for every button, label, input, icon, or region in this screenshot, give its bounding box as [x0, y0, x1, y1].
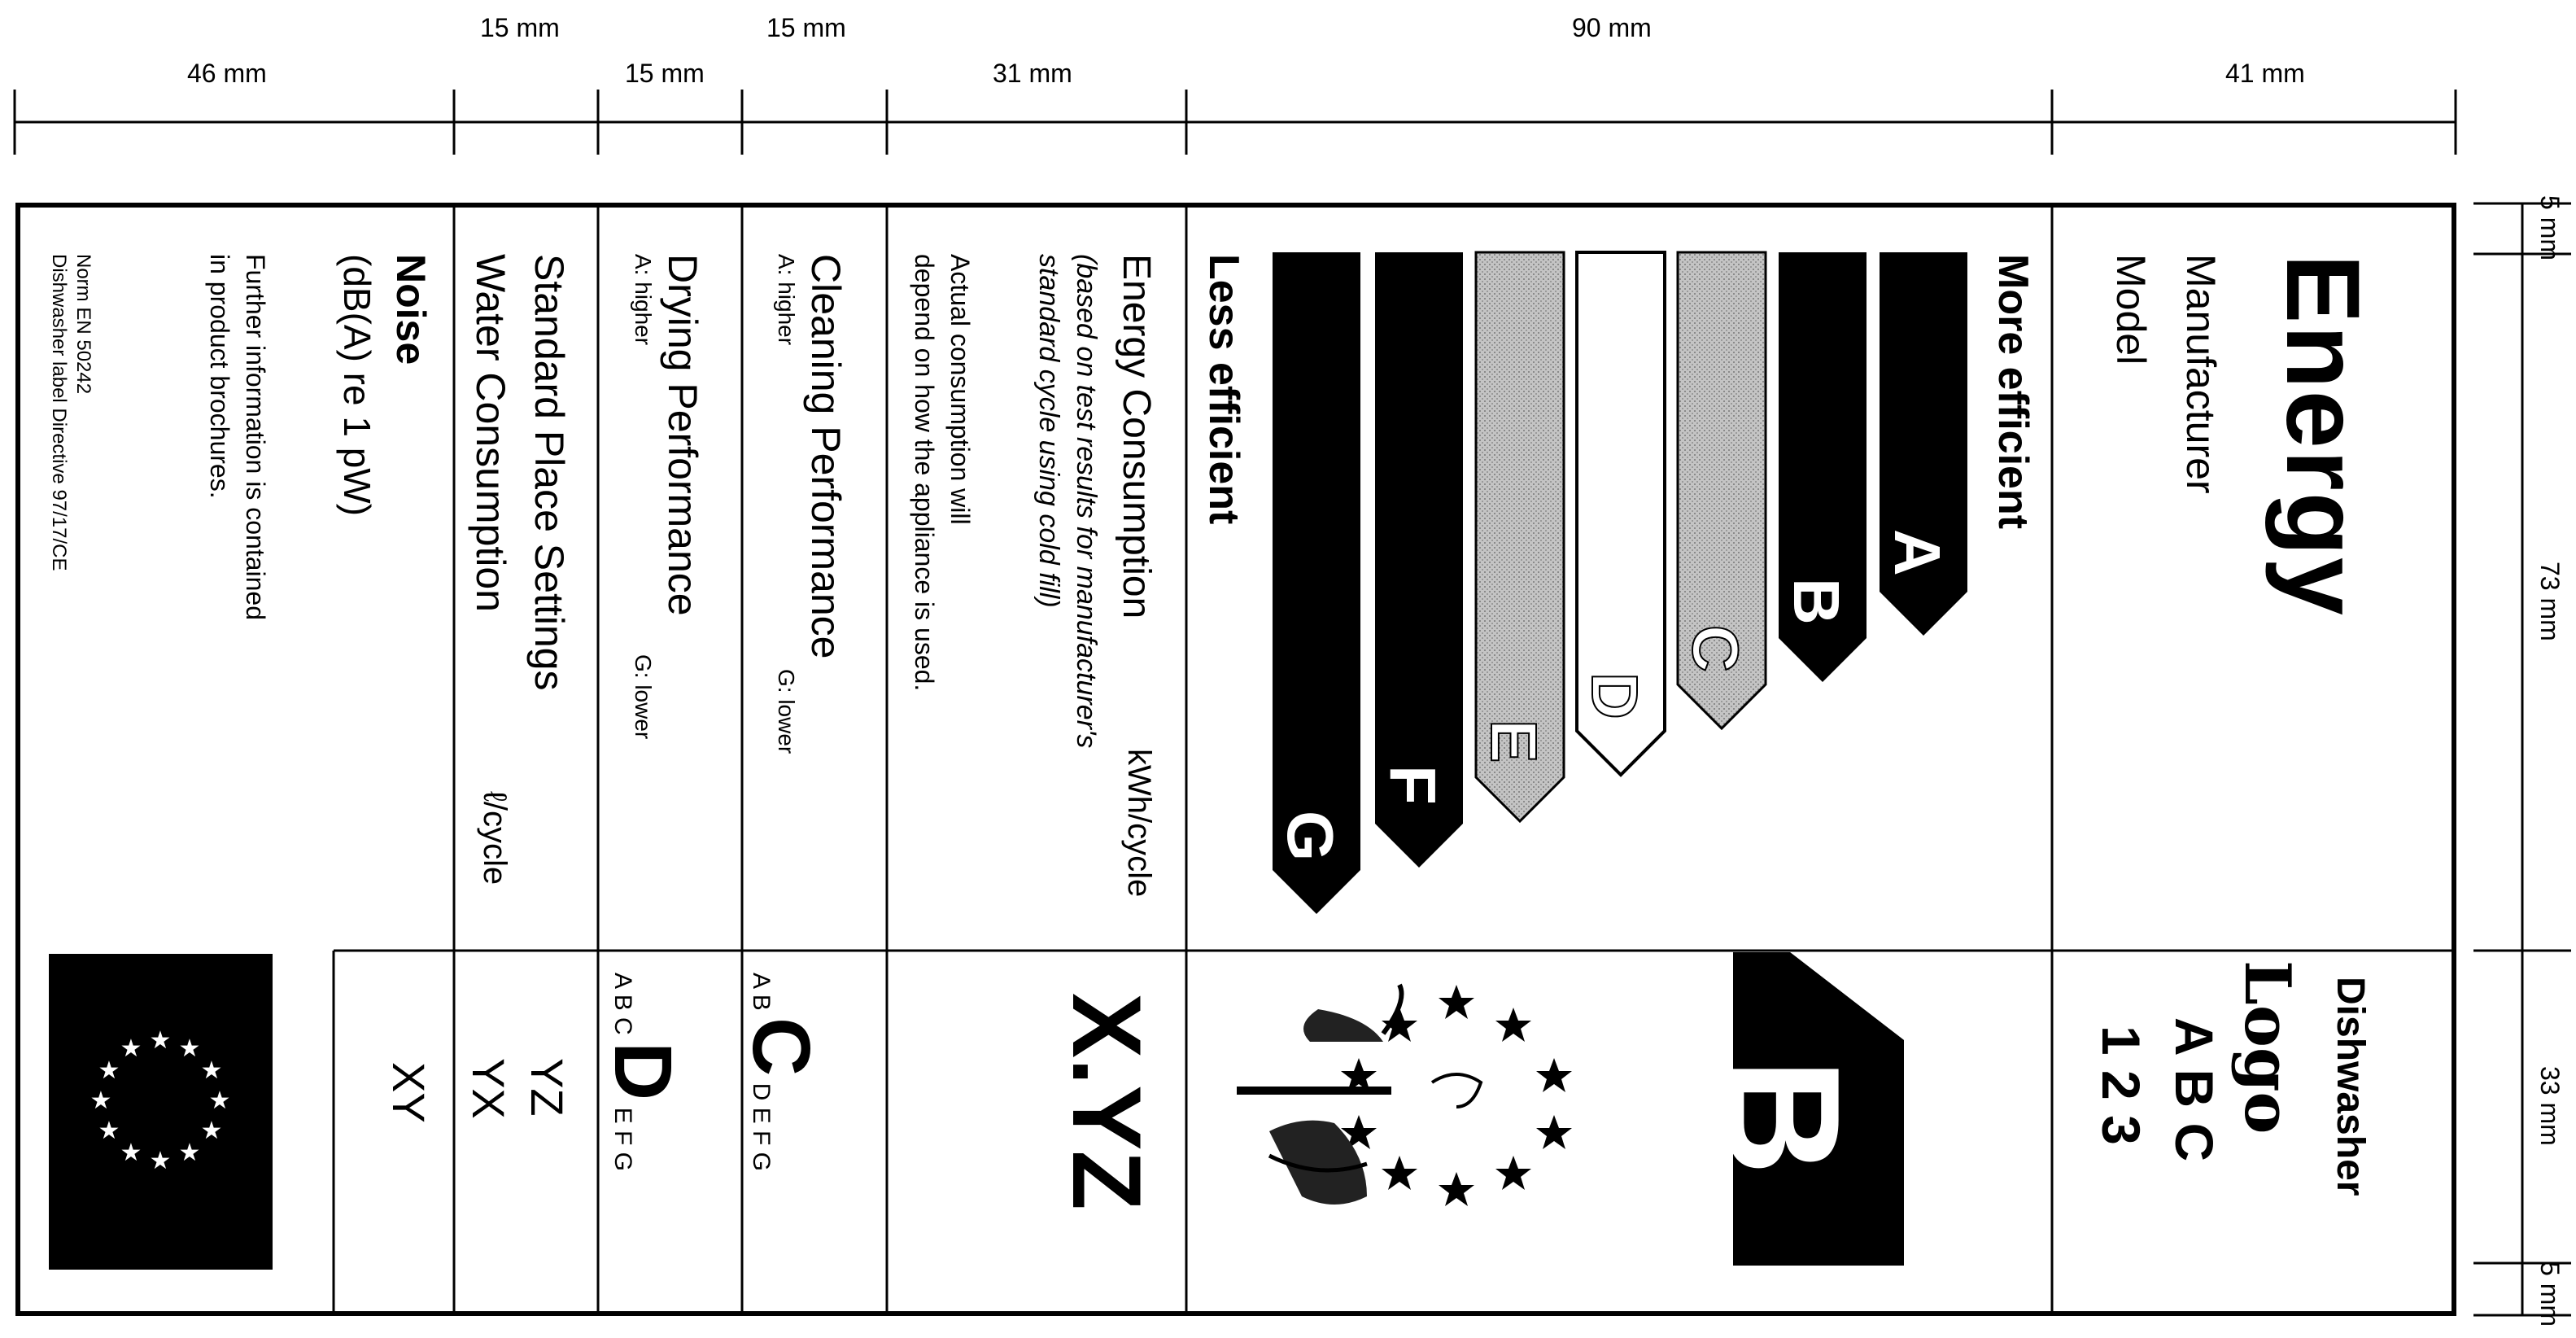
dim-5a: 5 mm [2535, 195, 2565, 260]
dim-15b: 15 mm [625, 59, 705, 88]
water-label: Water Consumption [468, 254, 513, 612]
cleaning-scale: A B C D E F G [736, 973, 827, 1171]
drying-label: Drying Performance [660, 254, 705, 616]
svg-text:★: ★ [90, 1087, 112, 1115]
dim-41: 41 mm [2225, 59, 2305, 88]
cleaning-label: Cleaning Performance [803, 254, 849, 659]
model-label: Model [2108, 254, 2154, 365]
appliance-type: Dishwasher [2329, 977, 2372, 1196]
class-a: A [1881, 529, 1954, 576]
top-dimension-line [15, 90, 2456, 155]
noise-label: Noise [388, 254, 434, 365]
class-c: C [1679, 625, 1752, 672]
svg-text:★: ★ [178, 1034, 201, 1063]
noise-value: XY [383, 1062, 434, 1123]
logo-word: Logo [2230, 960, 2304, 1135]
dim-15c: 15 mm [766, 13, 846, 42]
energy-label: Energy Consumption [1115, 254, 1158, 619]
class-f: F [1377, 765, 1449, 805]
energy-value: X.YZ [1052, 993, 1161, 1210]
manufacturer-label: Manufacturer [2178, 254, 2224, 494]
cleaning-low: G: lower [774, 669, 799, 754]
svg-text:★: ★ [120, 1034, 142, 1063]
svg-text:★: ★ [98, 1056, 120, 1085]
eu-flag-icon [49, 954, 273, 1270]
water-value: YX [463, 1058, 514, 1119]
svg-text:★: ★ [178, 1139, 201, 1167]
less-efficient: Less efficient [1200, 254, 1247, 525]
noise-unit: (dB(A) re 1 pW) [336, 254, 378, 517]
energy-note-1: (based on test results for manufacturer's [1071, 254, 1102, 749]
drying-selected: D [597, 1042, 688, 1101]
rating-letter: B [1692, 1058, 1873, 1176]
dim-46: 46 mm [187, 59, 267, 88]
class-g: G [1274, 811, 1347, 862]
place-settings-label: Standard Place Settings [526, 254, 572, 691]
arrow-a [1880, 252, 1967, 636]
energy-title: Energy [2264, 254, 2381, 617]
svg-text:★: ★ [200, 1117, 223, 1145]
dim-5b: 5 mm [2535, 1261, 2565, 1327]
place-settings-value: YZ [522, 1058, 573, 1117]
energy-note-2: standard cycle using cold fill) [1033, 254, 1064, 608]
svg-text:★: ★ [149, 1026, 172, 1055]
logo-abc: A B C [2164, 1017, 2225, 1162]
class-b: B [1780, 578, 1853, 625]
cleaning-selected: C [736, 1017, 827, 1077]
right-dimension-line [2473, 203, 2571, 1315]
actual-note-2: depend on how the appliance is used. [910, 254, 939, 692]
class-e: E [1478, 719, 1550, 763]
cleaning-high: A: higher [774, 254, 799, 346]
brochure-note-1: Further information is contained [241, 254, 270, 620]
class-d: D [1578, 672, 1651, 719]
energy-unit: kWh/cycle [1121, 749, 1157, 898]
directive-text: Dishwasher label Directive 97/17/CE [48, 254, 70, 571]
drying-scale: A B C D E F G [597, 973, 688, 1171]
svg-text:★: ★ [208, 1087, 231, 1115]
drying-high: A: higher [631, 254, 656, 346]
svg-text:★: ★ [200, 1056, 223, 1085]
dim-90: 90 mm [1572, 13, 1652, 42]
dim-73: 73 mm [2535, 562, 2565, 641]
eco-flower-icon [1237, 985, 1572, 1206]
actual-note-1: Actual consumption will [945, 254, 975, 525]
brochure-note-2: in product brochures. [205, 254, 234, 499]
svg-text:★: ★ [98, 1117, 120, 1145]
dim-15a: 15 mm [480, 13, 560, 42]
svg-text:★: ★ [120, 1139, 142, 1167]
drying-low: G: lower [631, 654, 656, 740]
logo-123: 1 2 3 [2091, 1025, 2151, 1145]
dim-33: 33 mm [2535, 1066, 2565, 1146]
water-unit: ℓ/cycle [477, 791, 513, 885]
dim-31: 31 mm [993, 59, 1072, 88]
norm-text: Norm EN 50242 [72, 254, 94, 395]
more-efficient: More efficient [1989, 254, 2037, 530]
svg-text:★: ★ [149, 1147, 172, 1175]
